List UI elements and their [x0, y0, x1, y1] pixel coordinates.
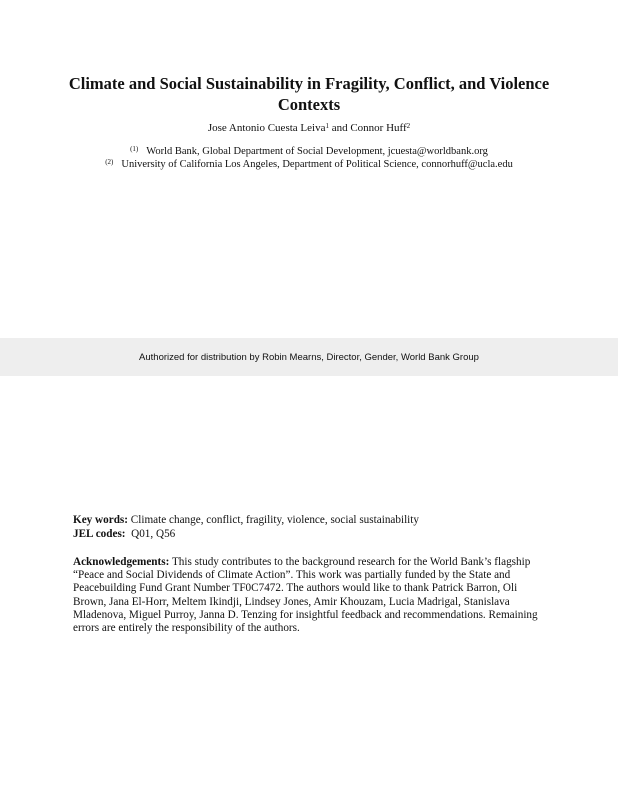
- acknowledgements: [73, 556, 551, 635]
- affiliation-number: (2): [105, 158, 114, 166]
- acknowledgements-text: This study contributes to the background research for the World Bank’s flagship “Peace and Social Dividends of Climate Action”. This work was partially funded by the State and Peacebuilding Fund Grant Number TF0C7472. The authors would like to thank Patrick Barron, Oli Brown, Jana El-Horr, Meltem Ikindji, Lindsey Jones, Amir Khouzam, Lucia Madrigal, Stanislava Mladenova, Miguel Purroy, Janna D. Tenzing for insightful feedback and recommendations. Remaining errors are entirely the responsibility of the authors.: [73, 556, 538, 635]
- author-line: [0, 121, 618, 135]
- affiliation-number: (1): [130, 145, 139, 153]
- affiliation-text: University of California Los Angeles, Department of Political Science, connorhuff@ucla.edu: [121, 159, 513, 170]
- jel-codes: [73, 528, 551, 541]
- keywords-text: Climate change, conflict, fragility, violence, social sustainability: [130, 514, 419, 526]
- keywords: [73, 514, 551, 527]
- author-conjunction: and: [331, 122, 348, 134]
- jel-text: Q01, Q56: [131, 528, 176, 540]
- author-name: Connor Huff: [350, 122, 407, 134]
- affiliation-marker: 1: [325, 122, 329, 130]
- distribution-text: Authorized for distribution by Robin Mearns, Director, Gender, World Bank Group: [139, 351, 479, 363]
- affiliation: [0, 158, 618, 171]
- paper-title: Climate and Social Sustainability in Fragility, Conflict, and Violence Contexts: [68, 74, 550, 114]
- affiliation-marker: 2: [406, 122, 411, 130]
- jel-label: JEL codes:: [73, 528, 126, 540]
- keywords-label: Key words:: [73, 514, 128, 526]
- acknowledgements-label: Acknowledgements:: [73, 556, 170, 568]
- distribution-banner: [0, 338, 618, 376]
- affiliation-text: World Bank, Global Department of Social Development, jcuesta@worldbank.org: [146, 146, 488, 157]
- affiliation: [0, 145, 618, 158]
- author-name: Jose Antonio Cuesta Leiva: [207, 122, 326, 134]
